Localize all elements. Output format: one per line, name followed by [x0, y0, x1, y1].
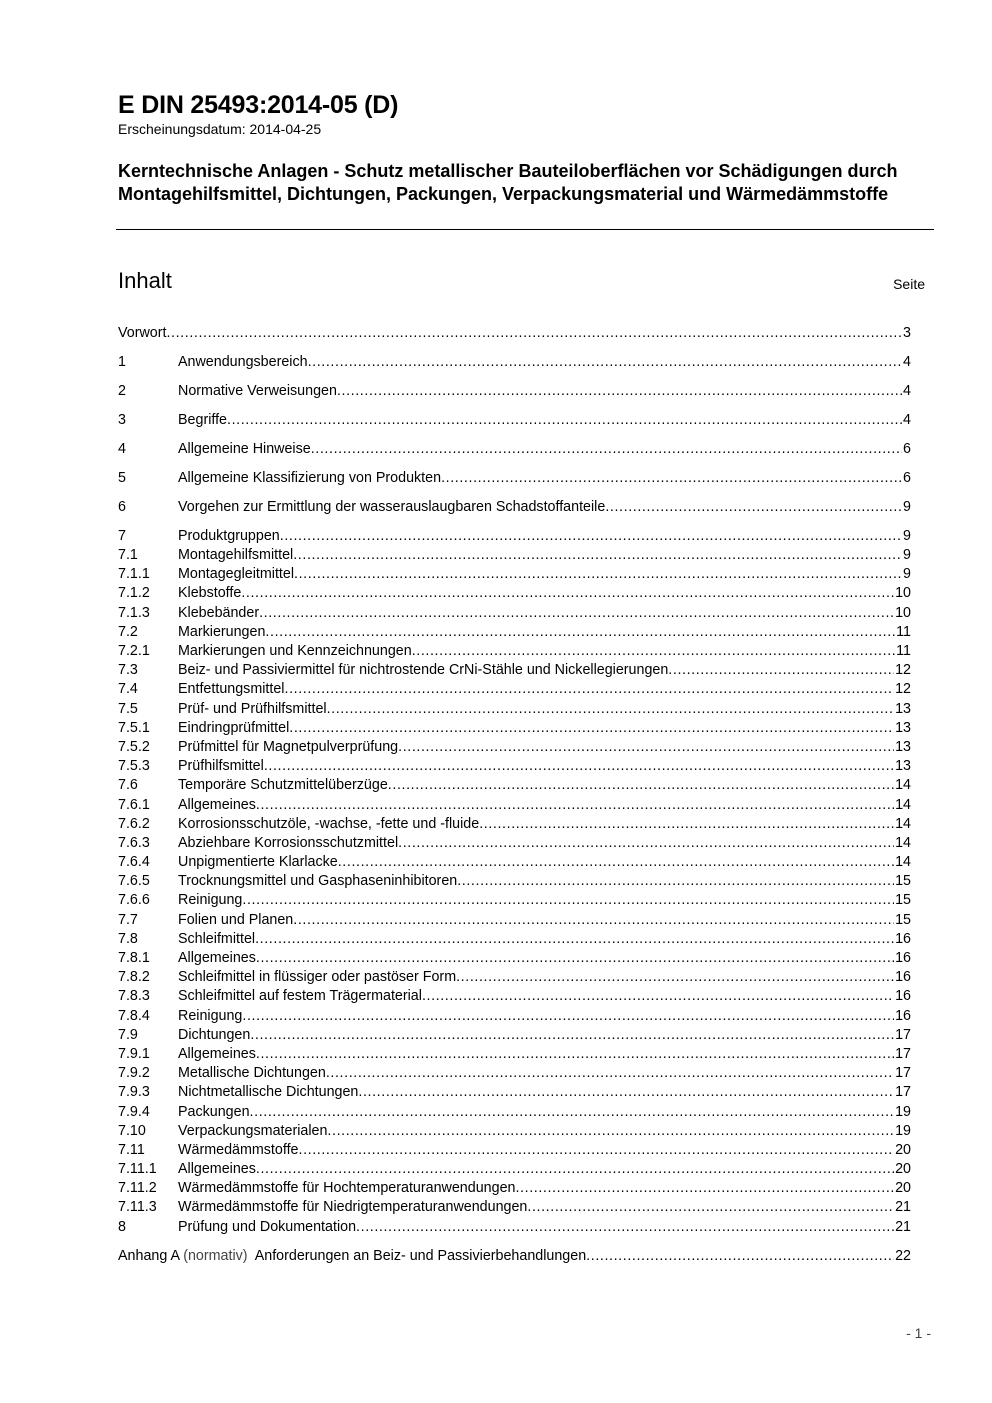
toc-entry-number: 7.9.1 [118, 1045, 150, 1062]
toc-entry-page: 19 [895, 1103, 911, 1120]
toc-dot-leader [515, 1180, 894, 1196]
toc-entry-title: Normative Verweisungen [178, 382, 337, 399]
toc-entry-title: Allgemeines [178, 950, 256, 967]
toc-entry[interactable] [118, 739, 911, 758]
toc-entry[interactable] [118, 681, 911, 700]
toc-entry-page: 6 [903, 440, 911, 457]
toc-entry[interactable] [118, 325, 911, 344]
toc-entry-page: 17 [895, 1084, 911, 1101]
toc-entry-page: 9 [903, 498, 911, 515]
toc-dot-leader [294, 566, 902, 582]
toc-entry-number: 7.4 [118, 681, 138, 698]
toc-dot-leader [265, 624, 895, 640]
toc-entry-title: Wärmedämmstoffe [178, 1141, 299, 1158]
toc-entry-title: Begriffe [178, 411, 228, 428]
toc-entry-page: 16 [895, 930, 911, 947]
toc-entry-title: Markierungen [178, 623, 266, 640]
toc-dot-leader [293, 912, 894, 928]
toc-entry-page: 20 [895, 1141, 911, 1158]
toc-entry-title: Vorwort [118, 325, 167, 341]
toc-entry-number: 6 [118, 498, 126, 515]
page-column-label: Seite [893, 276, 925, 292]
toc-entry-page: 4 [903, 411, 911, 428]
toc-entry-page: 10 [895, 604, 911, 621]
toc-dot-leader [264, 758, 894, 774]
toc-entry[interactable] [118, 1161, 911, 1180]
toc-entry[interactable] [118, 566, 911, 585]
toc-dot-leader [358, 1084, 894, 1100]
toc-entry[interactable] [118, 720, 911, 739]
toc-entry-number: 7.6.1 [118, 796, 150, 813]
document-id: E DIN 25493:2014-05 (D) [118, 91, 399, 119]
toc-entry[interactable] [118, 1219, 911, 1238]
toc-dot-leader [289, 720, 894, 736]
toc-dot-leader [337, 383, 902, 399]
toc-entry-page: 21 [895, 1218, 911, 1235]
toc-entry[interactable] [118, 1104, 911, 1123]
toc-entry-page: 19 [895, 1122, 911, 1139]
toc-entry-page: 13 [895, 700, 911, 717]
toc-dot-leader [586, 1248, 894, 1264]
toc-entry-page: 12 [895, 681, 911, 698]
toc-entry-page: 17 [895, 1065, 911, 1082]
toc-entry-number: 7.9 [118, 1026, 138, 1043]
toc-entry-page: 13 [895, 738, 911, 755]
toc-dot-leader [327, 1123, 894, 1139]
toc-entry-number: 7.11.3 [118, 1199, 157, 1216]
toc-entry-title: Prüf- und Prüfhilfsmittel [178, 700, 327, 717]
toc-entry-number: 7.1.3 [118, 604, 150, 621]
toc-dot-leader [242, 1008, 894, 1024]
toc-entry-page: 16 [895, 969, 911, 986]
toc-entry-title: Wärmedämmstoffe für Niedrigtemperaturanwendungen [178, 1199, 528, 1216]
toc-entry-number: 7.3 [118, 662, 138, 679]
toc-entry-number: 7.9.2 [118, 1065, 150, 1082]
toc-entry-page: 15 [895, 911, 911, 928]
toc-dot-leader [256, 1161, 894, 1177]
toc-entry-title: Nichtmetallische Dichtungen [178, 1084, 359, 1101]
toc-entry-number: 7.8 [118, 930, 138, 947]
toc-dot-leader [338, 854, 894, 870]
toc-entry[interactable] [118, 441, 911, 460]
toc-entry-number: 7.10 [118, 1122, 146, 1139]
toc-entry-number: 7.6.2 [118, 815, 150, 832]
toc-entry-title: Packungen [178, 1103, 250, 1120]
toc-entry-number: 7.9.4 [118, 1103, 150, 1120]
document-title: Kerntechnische Anlagen - Schutz metallischer Bauteiloberflächen vor Schädigungen durch Montagehilfsmittel, Dichtungen, Packungen, Verpackungsmaterial und Wärmedämmstoffe [118, 161, 898, 204]
toc-annex-title-group [118, 1248, 586, 1264]
toc-entry-number: 7.11.2 [118, 1180, 157, 1197]
toc-entry-title: Allgemeines [178, 1161, 256, 1178]
toc-entry-number: 7 [118, 527, 126, 544]
toc-entry-page: 13 [895, 758, 911, 775]
toc-entry-page: 16 [895, 950, 911, 967]
toc-entry[interactable] [118, 1027, 911, 1046]
toc-entry-page: 20 [895, 1161, 911, 1178]
toc-entry-page: 17 [895, 1045, 911, 1062]
toc-entry[interactable] [118, 470, 911, 489]
toc-entry[interactable] [118, 969, 911, 988]
toc-dot-leader [299, 1142, 895, 1158]
toc-entry-title: Montagegleitmittel [178, 566, 295, 583]
toc-entry-page: 10 [895, 585, 911, 602]
toc-entry-title: Abziehbare Korrosionsschutzmittel [178, 834, 399, 851]
toc-entry[interactable] [118, 797, 911, 816]
toc-entry-title: Verpackungsmaterialen [178, 1122, 328, 1139]
toc-entry-title: Allgemeine Hinweise [178, 440, 311, 457]
toc-entry[interactable] [118, 354, 911, 373]
toc-entry[interactable] [118, 383, 911, 402]
toc-entry-title: Prüfmittel für Magnetpulverprüfung [178, 738, 399, 755]
toc-entry-page: 9 [903, 566, 911, 583]
toc-entry-number: 5 [118, 469, 126, 486]
toc-dot-leader [256, 950, 894, 966]
toc-entry-number: 7.2 [118, 623, 138, 640]
toc-dot-leader [441, 470, 902, 486]
toc-entry-page: 21 [895, 1199, 911, 1216]
toc-heading: Inhalt [118, 268, 172, 293]
toc-entry[interactable] [118, 1065, 911, 1084]
toc-dot-leader [668, 662, 894, 678]
toc-entry-title: Klebstoffe [178, 585, 242, 602]
toc-entry-number: 2 [118, 382, 126, 399]
toc-dot-leader [527, 1199, 894, 1215]
toc-dot-leader [327, 701, 895, 717]
toc-entry[interactable] [118, 1199, 911, 1218]
toc-entry-title: Allgemeines [178, 1045, 256, 1062]
toc-dot-leader [241, 585, 894, 601]
toc-entry-number: 7.1.2 [118, 585, 150, 602]
toc-entry-number: 7.6.6 [118, 892, 150, 909]
toc-entry[interactable] [118, 412, 911, 431]
toc-entry-page: 15 [895, 892, 911, 909]
toc-entry[interactable] [118, 1180, 911, 1199]
toc-dot-leader [398, 835, 894, 851]
toc-entry-title: Klebebänder [178, 604, 260, 621]
toc-dot-leader [326, 1065, 894, 1081]
toc-entry-number: 7.5.1 [118, 719, 150, 736]
toc-entry-number: 8 [118, 1218, 126, 1235]
toc-entry[interactable] [118, 950, 911, 969]
toc-entry-page: 16 [895, 1007, 911, 1024]
publication-date: Erscheinungsdatum: 2014-04-25 [118, 121, 322, 137]
toc-dot-leader [280, 528, 902, 544]
toc-entry[interactable] [118, 758, 911, 777]
toc-entry-number: 7.8.3 [118, 988, 150, 1005]
toc-entry-number: 7.5.2 [118, 738, 150, 755]
toc-entry-title: Montagehilfsmittel [178, 547, 294, 564]
toc-entry[interactable] [118, 605, 911, 624]
toc-entry-title: Reinigung [178, 892, 243, 909]
toc-entry-title: Prüfhilfsmittel [178, 758, 264, 775]
toc-dot-leader [242, 892, 894, 908]
toc-dot-leader [259, 605, 894, 621]
toc-entry-page: 13 [895, 719, 911, 736]
toc-entry-number: 7.1.1 [118, 566, 150, 583]
toc-dot-leader [250, 1104, 895, 1120]
toc-entry-number: 7.11.1 [118, 1161, 157, 1178]
toc-entry-number: 4 [118, 440, 126, 457]
toc-entry-page: 14 [895, 834, 911, 851]
toc-annex-entry[interactable] [118, 1248, 911, 1267]
toc-dot-leader [256, 797, 894, 813]
toc-entry-number: 7.9.3 [118, 1084, 150, 1101]
toc-entry-number: 7.11 [118, 1141, 145, 1158]
toc-entry[interactable] [118, 1008, 911, 1027]
toc-entry-number: 7.1 [118, 547, 138, 564]
toc-dot-leader [456, 969, 894, 985]
toc-entry[interactable] [118, 499, 911, 518]
annex-label: Anhang A [118, 1247, 180, 1264]
toc-entry[interactable] [118, 1123, 911, 1142]
toc-entry-number: 7.8.1 [118, 950, 150, 967]
toc-entry-page: 16 [895, 988, 911, 1005]
toc-entry-page: 4 [903, 353, 911, 370]
toc-dot-leader [255, 931, 894, 947]
toc-entry[interactable] [118, 662, 911, 681]
toc-entry-page: 15 [895, 873, 911, 890]
toc-entry-page: 14 [895, 854, 911, 871]
toc-entry-page: 14 [895, 815, 911, 832]
toc-dot-leader [293, 547, 902, 563]
toc-entry-number: 1 [118, 353, 126, 370]
toc-entry-number: 7.2.1 [118, 643, 150, 660]
toc-entry-title: Temporäre Schutzmittelüberzüge [178, 777, 388, 794]
toc-entry[interactable] [118, 892, 911, 911]
toc-dot-leader [166, 325, 902, 341]
toc-entry-title: Schleifmittel [178, 930, 256, 947]
title-divider [116, 229, 934, 230]
toc-entry-number: 7.6.5 [118, 873, 150, 890]
toc-entry[interactable] [118, 1046, 911, 1065]
toc-entry-page: 4 [903, 382, 911, 399]
toc-dot-leader [457, 873, 894, 889]
toc-dot-leader [250, 1027, 894, 1043]
toc-dot-leader [398, 739, 894, 755]
toc-entry-number: 7.8.4 [118, 1007, 150, 1024]
toc-entry[interactable] [118, 835, 911, 854]
toc-entry-title: Allgemeines [178, 796, 256, 813]
toc-dot-leader [388, 777, 894, 793]
toc-entry[interactable] [118, 1084, 911, 1103]
toc-dot-leader [356, 1219, 894, 1235]
toc-entry-page: 14 [895, 796, 911, 813]
annex-status: (normativ) [183, 1247, 248, 1264]
toc-entry-title: Vorgehen zur Ermittlung der wasserauslaugbaren Schadstoffanteile [178, 498, 606, 515]
toc-entry[interactable] [118, 585, 911, 604]
toc-entry-title: Wärmedämmstoffe für Hochtemperaturanwendungen [178, 1180, 516, 1197]
toc-entry-number: 7.6 [118, 777, 138, 794]
toc-entry-page: 20 [895, 1180, 911, 1197]
toc-entry-page: 11 [896, 623, 911, 640]
toc-entry-title: Eindringprüfmittel [178, 719, 290, 736]
toc-entry[interactable] [118, 988, 911, 1007]
toc-entry-title: Schleifmittel in flüssiger oder pastöser Form [178, 969, 457, 986]
toc-entry[interactable] [118, 1142, 911, 1161]
toc-entry-page: 3 [903, 325, 911, 341]
annex-title: Anforderungen an Beiz- und Passivierbehandlungen [254, 1247, 587, 1264]
toc-dot-leader [422, 988, 894, 1004]
table-of-contents [118, 325, 911, 1267]
toc-dot-leader [311, 441, 902, 457]
toc-entry-number: 7.8.2 [118, 969, 150, 986]
toc-dot-leader [256, 1046, 894, 1062]
toc-entry[interactable] [118, 816, 911, 835]
toc-entry[interactable] [118, 873, 911, 892]
toc-entry-title: Anwendungsbereich [178, 353, 308, 370]
toc-dot-leader [285, 681, 895, 697]
toc-entry-title: Allgemeine Klassifizierung von Produkten [178, 469, 442, 486]
toc-dot-leader [412, 643, 895, 659]
toc-entry-number: 7.6.3 [118, 834, 150, 851]
toc-entry-title: Prüfung und Dokumentation [178, 1218, 357, 1235]
toc-entry-title: Markierungen und Kennzeichnungen [178, 643, 412, 660]
toc-entry[interactable] [118, 547, 911, 566]
toc-entry-page: 6 [903, 469, 911, 486]
toc-entry[interactable] [118, 912, 911, 931]
toc-entry-title: Produktgruppen [178, 527, 280, 544]
toc-entry-title: Unpigmentierte Klarlacke [178, 854, 338, 871]
toc-entry-title: Folien und Planen [178, 911, 294, 928]
toc-entry-page: 17 [895, 1026, 911, 1043]
toc-entry-title: Metallische Dichtungen [178, 1065, 326, 1082]
toc-entry-number: 3 [118, 411, 126, 428]
toc-dot-leader [308, 354, 902, 370]
toc-entry[interactable] [118, 528, 911, 547]
toc-dot-leader [605, 499, 902, 515]
toc-entry[interactable] [118, 643, 911, 662]
toc-entry-title: Trocknungsmittel und Gasphaseninhibitoren [178, 873, 458, 890]
toc-entry-page: 14 [895, 777, 911, 794]
toc-entry-number: 7.6.4 [118, 854, 150, 871]
toc-entry[interactable] [118, 777, 911, 796]
toc-entry-title: Beiz- und Passiviermittel für nichtrostende CrNi-Stähle und Nickellegierungen [178, 662, 669, 679]
toc-dot-leader [227, 412, 902, 428]
toc-entry-number: 7.5 [118, 700, 138, 717]
toc-entry[interactable] [118, 854, 911, 873]
toc-entry[interactable] [118, 624, 911, 643]
toc-entry-page: 9 [903, 547, 911, 564]
toc-entry-page: 11 [896, 643, 911, 660]
toc-entry[interactable] [118, 701, 911, 720]
toc-entry-number: 7.5.3 [118, 758, 150, 775]
toc-entry-page: 9 [903, 527, 911, 544]
toc-dot-leader [479, 816, 894, 832]
toc-entry-title: Reinigung [178, 1007, 243, 1024]
toc-entry[interactable] [118, 931, 911, 950]
toc-entry-title: Dichtungen [178, 1026, 251, 1043]
page-number: - 1 - [906, 1325, 931, 1341]
toc-entry-number: 7.7 [118, 911, 138, 928]
toc-entry-title: Korrosionsschutzöle, -wachse, -fette und -fluide [178, 815, 480, 832]
toc-entry-page: 12 [895, 662, 911, 679]
annex-page: 22 [895, 1247, 911, 1264]
toc-entry-title: Schleifmittel auf festem Trägermaterial [178, 988, 422, 1005]
toc-entry-title: Entfettungsmittel [178, 681, 285, 698]
